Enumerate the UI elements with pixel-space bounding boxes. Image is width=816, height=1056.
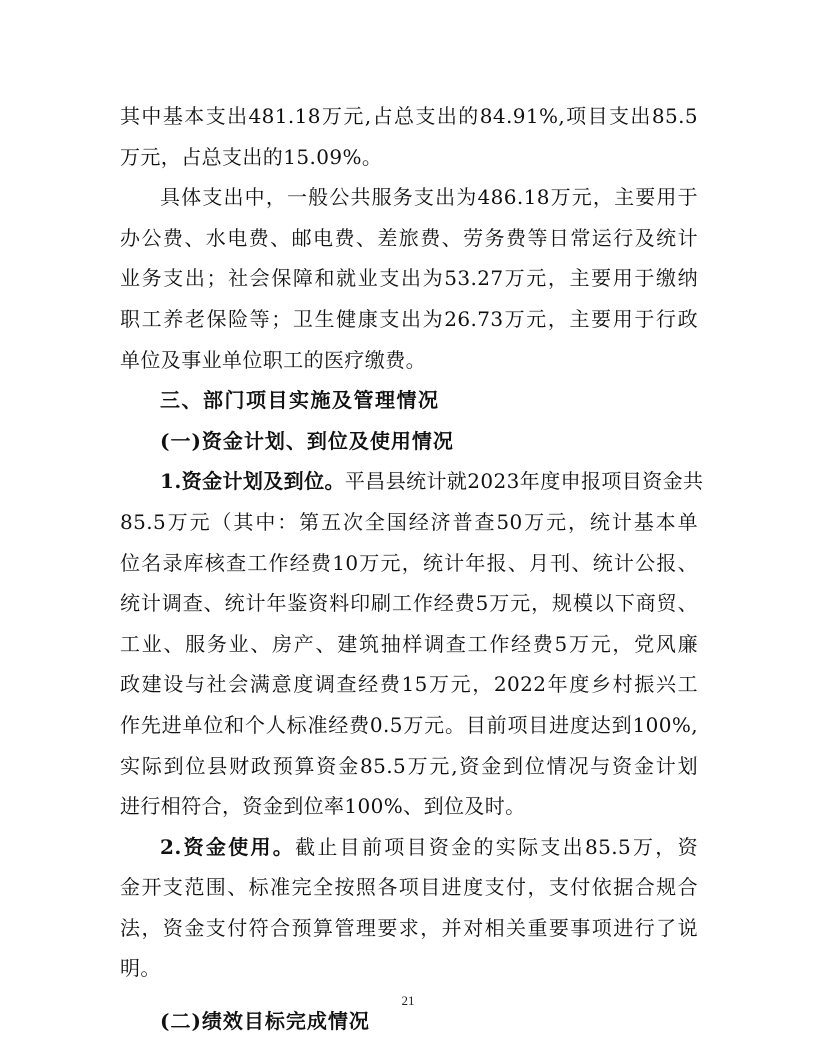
item-text: 平昌县统计就2023年度申报项目资金共 [344, 469, 704, 494]
text-line: 办公费、水电费、邮电费、差旅费、劳务费等日常运行及统计 [120, 225, 698, 250]
text-line: 政建设与社会满意度调查经费15万元，2022年度乡村振兴工 [120, 672, 698, 697]
text-line: 明。 [120, 956, 161, 981]
text-line: 作先进单位和个人标准经费0.5万元。目前项目进度达到100%, [120, 712, 698, 737]
subsection-heading: (二)绩效目标完成情况 [160, 1009, 370, 1034]
text-line: 实际到位县财政预算资金85.5万元,资金到位情况与资金计划 [120, 753, 698, 778]
text-line: 金开支范围、标准完全按照各项目进度支付，支付依据合规合 [120, 875, 698, 900]
text-line: 万元，占总支出的15.09%。 [120, 144, 383, 169]
text-line: 统计调查、统计年鉴资料印刷工作经费5万元，规模以下商贸、 [120, 591, 698, 616]
text-line: 单位及事业单位职工的医疗缴费。 [120, 347, 426, 372]
text-line: 业务支出；社会保障和就业支出为53.27万元，主要用于缴纳 [120, 266, 698, 291]
section-heading: 三、部门项目实施及管理情况 [160, 388, 440, 413]
item-label: 1.资金计划及到位。 [160, 469, 345, 494]
subsection-heading: (一)资金计划、到位及使用情况 [160, 428, 454, 453]
item-first-line [120, 461, 704, 502]
text-line: 进行相符合，资金到位率100%、到位及时。 [120, 794, 526, 819]
text-line: 职工养老保险等；卫生健康支出为26.73万元，主要用于行政 [120, 306, 698, 331]
page-number: 21 [401, 993, 415, 1008]
item-label: 2.资金使用。 [160, 834, 296, 859]
text-line: 工业、服务业、房产、建筑抽样调查工作经费5万元，党风廉 [120, 631, 698, 656]
text-line: 法，资金支付符合预算管理要求，并对相关重要事项进行了说 [120, 915, 698, 940]
text-line: 具体支出中，一般公共服务支出为486.18万元，主要用于 [160, 185, 698, 210]
text-line: 位名录库核查工作经费10万元，统计年报、月刊、统计公报、 [120, 550, 698, 575]
item-first-line [120, 827, 698, 868]
item-text: 截止目前项目资金的实际支出85.5万，资 [295, 834, 698, 859]
text-line: 85.5万元（其中：第五次全国经济普查50万元，统计基本单 [120, 509, 698, 534]
document-body [120, 96, 704, 1042]
text-line: 其中基本支出481.18万元,占总支出的84.91%,项目支出85.5 [120, 104, 698, 128]
